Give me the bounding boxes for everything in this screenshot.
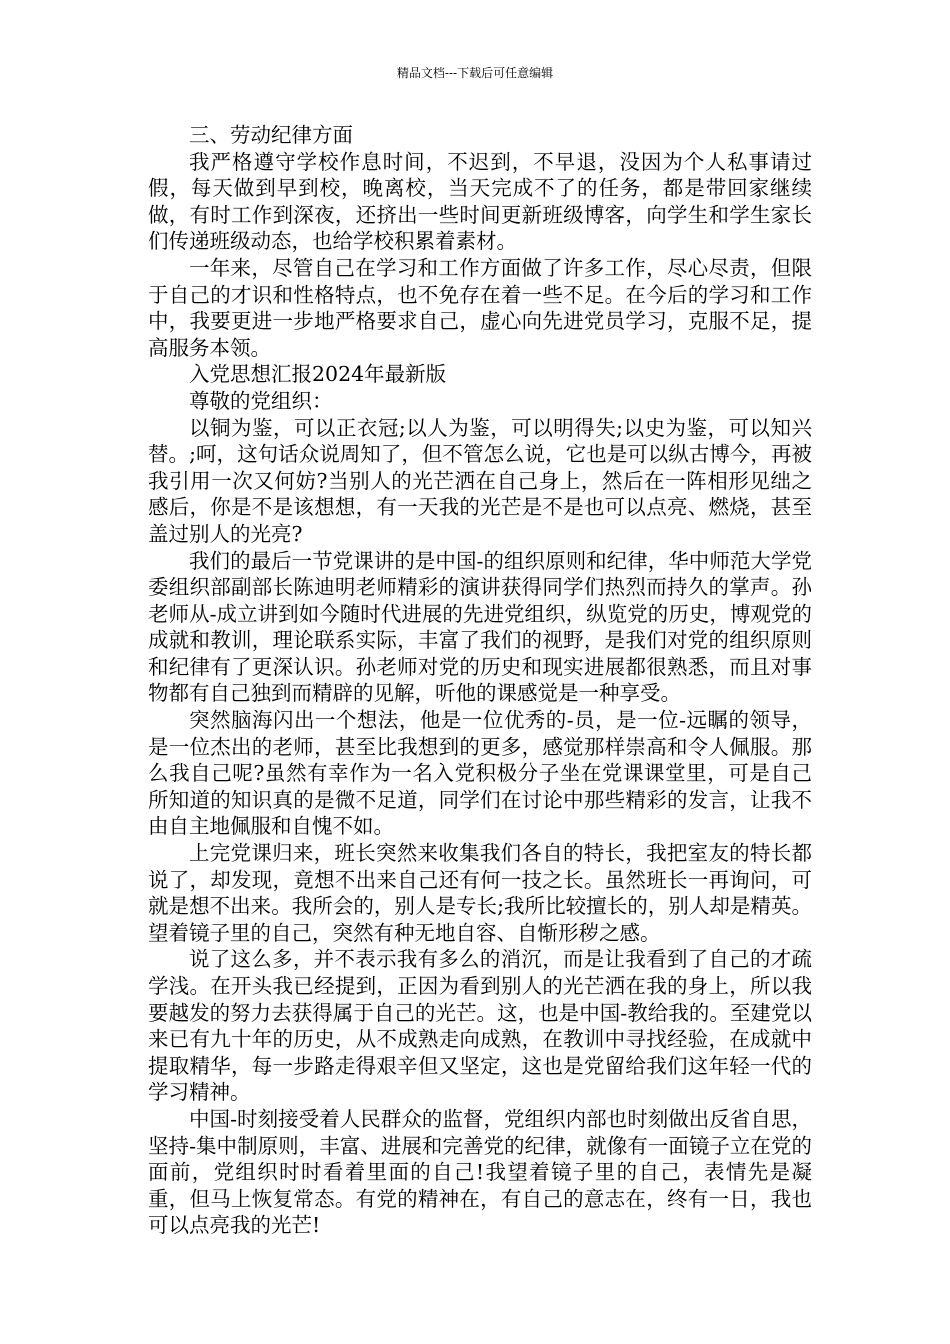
paragraph: 我严格遵守学校作息时间，不迟到，不早退，没因为个人私事请过假，每天做到早到校，晚离校，当天完成不了的任务，都是带回家继续做，有时工作到深夜，还挤出一些时间更新班级博客，向学生和学生家长们传递班级动态，也给学校积累着素材。	[148, 149, 812, 254]
section-title: 三、劳动纪律方面	[189, 123, 353, 147]
paragraph: 以铜为鉴，可以正衣冠;以人为鉴，可以明得失;以史为鉴，可以知兴替。;呵，这句话众说周知了，但不管怎么说，它也是可以纵古博今，再被我引用一次又何妨?当别人的光芒洒在自己身上，然后在一阵相形见绌之感后，你是不是该想想，有一天我的光芒是不是也可以点亮、燃烧，甚至盖过别人的光亮?	[148, 415, 812, 546]
paragraph: 中国-时刻接受着人民群众的监督，党组织内部也时刻做出反省自思，坚持-集中制原则，丰富、进展和完善党的纪律，就像有一面镜子立在党的面前，党组织时时看着里面的自己!我望着镜子里的自己，表情先是凝重，但马上恢复常态。有党的精神在，有自己的意志在，终有一日，我也可以点亮我的光芒!	[148, 1106, 812, 1238]
report-title: 入党思想汇报2024年最新版	[189, 362, 447, 387]
paragraph: 上完党课归来，班长突然来收集我们各自的特长，我把室友的特长都说了，却发现，竟想不出来自己还有何一技之长。虽然班长一再询问，可就是想不出来。我所会的，别人是专长;我所比较擅长的，别人却是精英。望着镜子里的自己，突然有种无地自容、自惭形秽之感。	[148, 841, 812, 945]
paragraph: 突然脑海闪出一个想法，他是一位优秀的-员，是一位-远瞩的领导，是一位杰出的老师，甚至比我想到的更多，感觉那样崇高和令人佩服。那么我自己呢?虽然有幸作为一名入党积极分子坐在党课课堂里，可是自己所知道的知识真的是微不足道，同学们在讨论中那些精彩的发言，让我不由自主地佩服和自愧不如。	[148, 708, 812, 839]
salutation: 尊敬的党组织：	[189, 388, 333, 413]
paragraph: 说了这么多，并不表示我有多么的消沉，而是让我看到了自己的才疏学浅。在开头我已经提到，正因为看到别人的光芒洒在我的身上，所以我要越发的努力去获得属于自己的光芒。这，也是中国-教给我的。至建党以来已有九十年的历史，从不成熟走向成熟，在教训中寻找经验，在成就中提取精华，每一步路走得艰辛但又坚定，这也是党留给我们这年轻一代的学习精神。	[148, 947, 812, 1105]
paragraph: 我们的最后一节党课讲的是中国-的组织原则和纪律，华中师范大学党委组织部副部长陈迪明老师精彩的演讲获得同学们热烈而持久的掌声。孙老师从-成立讲到如今随时代进展的先进党组织，纵览党的历史，博观党的成就和教训，理论联系实际，丰富了我们的视野，是我们对党的组织原则和纪律有了更深认识。孙老师对党的历史和现实进展都很熟悉，而且对事物都有自己独到而精辟的见解，听他的课感觉是一种享受。	[148, 548, 812, 706]
paragraph: 一年来，尽管自己在学习和工作方面做了许多工作，尽心尽责，但限于自己的才识和性格特点，也不免存在着一些不足。在今后的学习和工作中，我要更进一步地严格要求自己，虚心向先进党员学习，克服不足，提高服务本领。	[148, 255, 812, 360]
page-header: 精品文档---下载后可任意编辑	[396, 66, 554, 80]
document-body	[148, 122, 812, 1239]
